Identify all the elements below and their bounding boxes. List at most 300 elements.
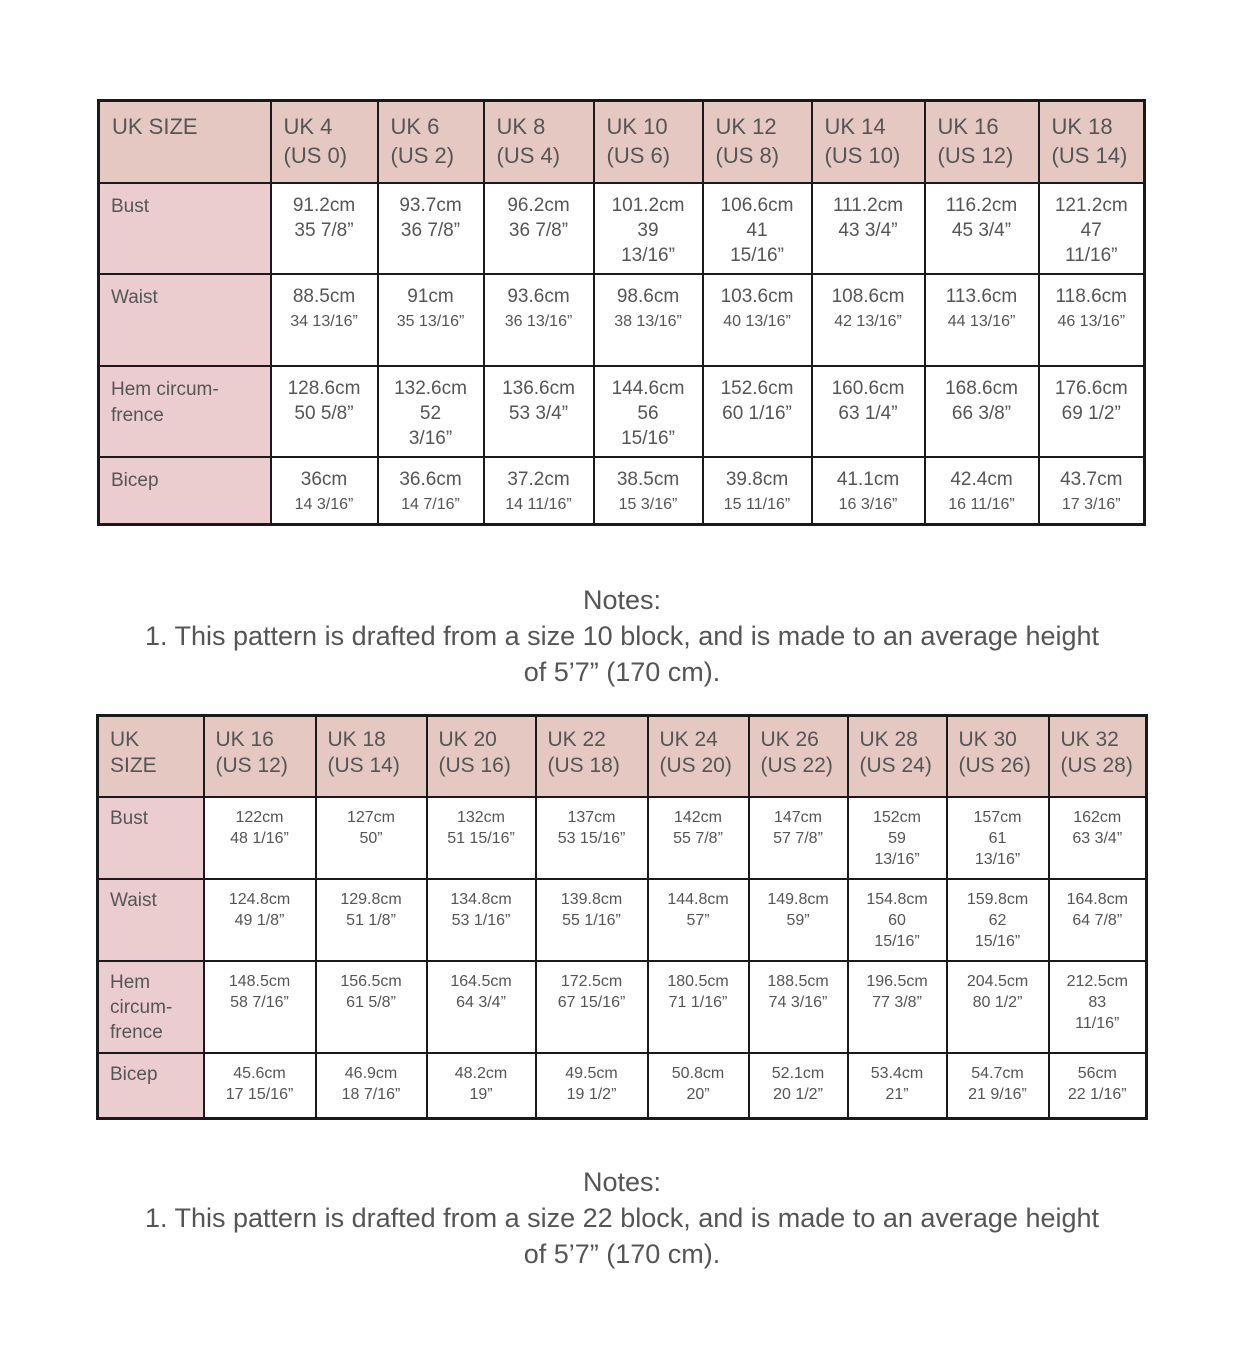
cm-value: 164.8cm	[1066, 890, 1128, 908]
inch-value: 67 15/16”	[557, 993, 626, 1011]
cm-value: 124.8cm	[228, 890, 291, 908]
inch-value: 36 7/8”	[508, 219, 569, 241]
cm-value: 103.6cm	[720, 285, 794, 307]
inch-value-cont: 11/16”	[1075, 1014, 1120, 1032]
cm-value: 162cm	[1073, 808, 1122, 826]
cm-value: 137cm	[567, 808, 616, 826]
uk-size: UK 16	[215, 728, 274, 751]
size-header-line: UK	[110, 728, 140, 751]
cm-value: 127cm	[346, 808, 396, 826]
inch-value: 14 11/16”	[505, 495, 572, 513]
inch-value: 19 1/2”	[566, 1085, 617, 1103]
measurement-cell	[648, 1053, 749, 1119]
us-size: (US 4)	[496, 143, 561, 168]
cm-value: 36.6cm	[399, 468, 462, 490]
cm-value: 93.6cm	[507, 285, 570, 307]
table-row-bicep	[99, 457, 1145, 525]
row-label	[98, 961, 204, 1053]
cm-value: 38.5cm	[616, 468, 680, 490]
us-size: (US 22)	[760, 754, 833, 777]
measurement-cell	[925, 366, 1039, 457]
cm-value: 42.4cm	[950, 468, 1013, 490]
size-column-header	[848, 716, 947, 797]
inch-value-cont: 15/16”	[874, 932, 920, 950]
cm-value: 91.2cm	[292, 194, 356, 216]
inch-value: 50 5/8”	[294, 402, 354, 424]
cm-value: 118.6cm	[1055, 285, 1127, 307]
inch-value: 57”	[686, 911, 710, 929]
size-header-line: SIZE	[110, 754, 157, 777]
size-chart-table-1	[97, 99, 1146, 526]
inch-value: 19”	[469, 1085, 493, 1103]
inch-value: 61 5/8”	[346, 993, 396, 1011]
notes-line: of 5’7” (170 cm).	[523, 1239, 721, 1269]
measurement-cell	[378, 457, 484, 525]
us-size: (US 20)	[659, 754, 732, 777]
table-row-bicep	[98, 1053, 1147, 1119]
inch-value: 64 7/8”	[1072, 911, 1123, 929]
cm-value: 52.1cm	[771, 1064, 825, 1082]
measurement-cell	[749, 797, 848, 879]
inch-value-cont: 13/16”	[621, 244, 675, 266]
measurement-cell	[648, 961, 749, 1053]
size-column-header	[749, 716, 848, 797]
measurement-cell	[594, 457, 703, 525]
uk-size: UK 18	[1051, 114, 1113, 139]
uk-size: UK 22	[547, 728, 606, 751]
measurement-cell	[848, 879, 947, 961]
inch-value: 15 3/16”	[618, 495, 678, 513]
cm-value: 106.6cm	[720, 194, 794, 216]
measurement-cell	[947, 961, 1049, 1053]
uk-size: UK 32	[1060, 728, 1119, 751]
notes-block-2	[100, 1164, 1144, 1272]
measurement-cell	[378, 274, 484, 366]
size-column-header	[427, 716, 536, 797]
us-size: (US 28)	[1060, 754, 1133, 777]
inch-value: 22 1/16”	[1067, 1085, 1127, 1103]
inch-value: 60 1/16”	[722, 402, 792, 424]
measurement-cell	[316, 879, 427, 961]
uk-size: UK 6	[390, 114, 440, 139]
inch-value: 49 1/8”	[234, 911, 285, 929]
cm-value: 96.2cm	[507, 194, 570, 216]
notes-heading: Notes:	[582, 1167, 662, 1197]
cm-value: 164.5cm	[450, 972, 512, 990]
measurement-cell	[925, 274, 1039, 366]
size-header-cell	[98, 716, 204, 797]
row-label	[98, 879, 204, 961]
notes-line: 1. This pattern is drafted from a size 10 block, and is made to an average height	[144, 621, 1100, 651]
us-size: (US 18)	[547, 754, 620, 777]
inch-value: 18 7/16”	[341, 1085, 401, 1103]
size-column-header	[378, 101, 484, 183]
cm-value: 53.4cm	[870, 1064, 924, 1082]
row-label-line: circum-	[110, 996, 173, 1018]
measurement-cell	[271, 366, 378, 457]
row-label-line: Waist	[110, 889, 157, 911]
measurement-cell	[812, 274, 925, 366]
size-column-header	[594, 101, 703, 183]
row-label-line: Bicep	[110, 1063, 158, 1085]
size-header-cell	[99, 101, 271, 183]
measurement-cell	[749, 879, 848, 961]
cm-value: 136.6cm	[502, 377, 575, 399]
inch-value: 80 1/2”	[972, 993, 1023, 1011]
row-label-line: Bust	[110, 807, 149, 829]
measurement-cell	[703, 183, 812, 274]
inch-value: 14 3/16”	[294, 495, 354, 513]
inch-value: 59”	[786, 911, 810, 929]
measurement-cell	[594, 183, 703, 274]
inch-value: 63 1/4”	[838, 402, 898, 424]
cm-value: 46.9cm	[344, 1064, 398, 1082]
row-label-line: frence	[111, 404, 164, 426]
us-size: (US 6)	[606, 143, 671, 168]
cm-value: 154.8cm	[866, 890, 928, 908]
inch-value: 83	[1088, 993, 1107, 1011]
row-label	[99, 366, 271, 457]
measurement-cell	[1049, 961, 1147, 1053]
inch-value: 15 11/16”	[723, 495, 791, 513]
inch-value: 62	[988, 911, 1007, 929]
inch-value: 16 11/16”	[948, 495, 1015, 513]
uk-size: UK 24	[659, 728, 718, 751]
inch-value: 71 1/16”	[668, 993, 728, 1011]
measurement-cell	[378, 366, 484, 457]
measurement-cell	[925, 457, 1039, 525]
table-row-bust	[99, 183, 1145, 274]
cm-value: 49.5cm	[565, 1064, 618, 1082]
cm-value: 122cm	[235, 808, 284, 826]
cm-value: 88.5cm	[292, 285, 356, 307]
cm-value: 212.5cm	[1066, 972, 1128, 990]
inch-value: 34 13/16”	[290, 312, 358, 330]
cm-value: 176.6cm	[1054, 377, 1128, 399]
measurement-cell	[594, 366, 703, 457]
measurement-cell	[925, 183, 1039, 274]
measurement-cell	[204, 879, 316, 961]
measurement-cell	[271, 457, 378, 525]
us-size: (US 26)	[958, 754, 1031, 777]
uk-size: UK 8	[496, 114, 546, 139]
cm-value: 168.6cm	[945, 377, 1018, 399]
inch-value: 14 7/16”	[401, 495, 460, 513]
measurement-cell	[1039, 366, 1145, 457]
measurement-cell	[536, 797, 648, 879]
notes-block-1	[100, 582, 1144, 690]
inch-value: 46 13/16”	[1057, 312, 1126, 330]
cm-value: 121.2cm	[1054, 194, 1128, 216]
inch-value: 47	[1080, 219, 1102, 241]
measurement-cell	[648, 879, 749, 961]
uk-size: UK 26	[760, 728, 819, 751]
inch-value: 55 1/16”	[562, 911, 621, 929]
inch-value: 21”	[885, 1085, 909, 1103]
cm-value: 142cm	[673, 808, 723, 826]
measurement-cell	[703, 457, 812, 525]
inch-value: 64 3/4”	[456, 993, 506, 1011]
row-label-line: Hem	[110, 971, 151, 993]
cm-value: 113.6cm	[945, 285, 1018, 307]
cm-value: 148.5cm	[228, 972, 291, 990]
cm-value: 132cm	[456, 808, 506, 826]
cm-value: 149.8cm	[767, 890, 829, 908]
cm-value: 50.8cm	[671, 1064, 725, 1082]
cm-value: 98.6cm	[616, 285, 680, 307]
cm-value: 204.5cm	[966, 972, 1029, 990]
measurement-cell	[316, 797, 427, 879]
inch-value-cont: 15/16”	[974, 932, 1021, 950]
measurement-cell	[1039, 457, 1145, 525]
cm-value: 152.6cm	[720, 377, 794, 399]
cm-value: 45.6cm	[233, 1064, 286, 1082]
measurement-cell	[484, 274, 594, 366]
cm-value: 132.6cm	[394, 377, 467, 399]
measurement-cell	[378, 183, 484, 274]
measurement-cell	[947, 797, 1049, 879]
table-row-waist	[98, 879, 1147, 961]
measurement-cell	[1049, 879, 1147, 961]
uk-size: UK 10	[606, 114, 668, 139]
notes-line: 1. This pattern is drafted from a size 22 block, and is made to an average height	[144, 1203, 1100, 1233]
uk-size: UK 4	[283, 114, 333, 139]
size-column-header	[812, 101, 925, 183]
cm-value: 128.6cm	[287, 377, 361, 399]
size-chart-table-2	[96, 714, 1148, 1120]
measurement-cell	[812, 366, 925, 457]
measurement-cell	[749, 961, 848, 1053]
row-label-line: Bicep	[111, 469, 159, 491]
inch-value: 20”	[686, 1085, 710, 1103]
cm-value: 93.7cm	[399, 194, 462, 216]
inch-value: 61	[988, 829, 1007, 847]
inch-value: 42 13/16”	[834, 312, 902, 330]
row-label	[99, 274, 271, 366]
cm-value: 116.2cm	[945, 194, 1018, 216]
us-size: (US 14)	[1051, 143, 1128, 168]
measurement-cell	[848, 1053, 947, 1119]
measurement-cell	[536, 879, 648, 961]
us-size: (US 12)	[937, 143, 1014, 168]
size-column-header	[648, 716, 749, 797]
cm-value: 134.8cm	[450, 890, 512, 908]
inch-value: 48 1/16”	[230, 829, 289, 847]
measurement-cell	[848, 797, 947, 879]
measurement-cell	[427, 1053, 536, 1119]
inch-value: 20 1/2”	[773, 1085, 823, 1103]
measurement-cell	[484, 183, 594, 274]
row-label-line: frence	[110, 1021, 163, 1043]
cm-value: 129.8cm	[340, 890, 402, 908]
measurement-cell	[484, 366, 594, 457]
uk-size: UK 14	[824, 114, 886, 139]
inch-value: 51 15/16”	[447, 829, 515, 847]
cm-value: 196.5cm	[866, 972, 928, 990]
us-size: (US 0)	[283, 143, 348, 168]
inch-value: 59	[888, 829, 906, 847]
size-column-header	[925, 101, 1039, 183]
row-label	[98, 797, 204, 879]
measurement-cell	[812, 183, 925, 274]
measurement-cell	[316, 961, 427, 1053]
cm-value: 54.7cm	[971, 1064, 1024, 1082]
inch-value: 66 3/8”	[951, 402, 1012, 424]
inch-value: 53 1/16”	[451, 911, 511, 929]
row-label-line: Hem circum-	[111, 378, 219, 400]
inch-value-cont: 3/16”	[408, 427, 453, 449]
inch-value-cont: 11/16”	[1065, 244, 1118, 266]
cm-value: 108.6cm	[831, 285, 905, 307]
row-label-line: Bust	[111, 195, 150, 217]
inch-value: 52	[419, 402, 442, 424]
size-column-header	[271, 101, 378, 183]
measurement-cell	[271, 183, 378, 274]
measurement-cell	[703, 274, 812, 366]
measurement-cell	[947, 879, 1049, 961]
inch-value: 21 9/16”	[968, 1085, 1027, 1103]
table-row-waist	[99, 274, 1145, 366]
inch-value-cont: 15/16”	[730, 244, 784, 266]
uk-size: UK 28	[859, 728, 918, 751]
cm-value: 139.8cm	[560, 890, 623, 908]
size-header: UK SIZE	[112, 114, 198, 139]
cm-value: 41.1cm	[836, 468, 900, 490]
uk-size: UK 12	[715, 114, 777, 139]
measurement-cell	[1049, 797, 1147, 879]
row-label	[99, 183, 271, 274]
inch-value: 56	[637, 402, 659, 424]
table-row-bust	[98, 797, 1147, 879]
us-size: (US 16)	[438, 754, 511, 777]
row-label	[99, 457, 271, 525]
inch-value: 16 3/16”	[838, 495, 898, 513]
inch-value: 57 7/8”	[773, 829, 823, 847]
size-column-header	[316, 716, 427, 797]
measurement-cell	[427, 961, 536, 1053]
inch-value: 41	[746, 219, 768, 241]
measurement-cell	[848, 961, 947, 1053]
measurement-cell	[484, 457, 594, 525]
inch-value: 55 7/8”	[673, 829, 723, 847]
measurement-cell	[1039, 274, 1145, 366]
cm-value: 111.2cm	[832, 194, 904, 216]
inch-value: 69 1/2”	[1061, 402, 1121, 424]
table-row-hem	[98, 961, 1147, 1053]
inch-value-cont: 13/16”	[874, 850, 920, 868]
size-column-header	[484, 101, 594, 183]
measurement-cell	[1049, 1053, 1147, 1119]
inch-value: 39	[637, 219, 659, 241]
notes-heading: Notes:	[582, 585, 662, 615]
size-column-header	[703, 101, 812, 183]
table-row-hem	[99, 366, 1145, 457]
inch-value: 35 7/8”	[294, 219, 354, 241]
cm-value: 188.5cm	[767, 972, 829, 990]
measurement-cell	[271, 274, 378, 366]
size-column-header	[204, 716, 316, 797]
inch-value: 17 3/16”	[1061, 495, 1121, 513]
us-size: (US 2)	[390, 143, 455, 168]
measurement-cell	[427, 797, 536, 879]
cm-value: 152cm	[872, 808, 922, 826]
inch-value: 74 3/16”	[768, 993, 828, 1011]
cm-value: 157cm	[973, 808, 1022, 826]
inch-value: 77 3/8”	[872, 993, 922, 1011]
us-size: (US 24)	[859, 754, 932, 777]
inch-value: 53 15/16”	[557, 829, 626, 847]
cm-value: 144.8cm	[667, 890, 729, 908]
cm-value: 36cm	[300, 468, 348, 490]
measurement-cell	[427, 879, 536, 961]
size-column-header	[536, 716, 648, 797]
inch-value: 60	[888, 911, 906, 929]
cm-value: 43.7cm	[1060, 468, 1123, 490]
inch-value: 45 3/4”	[951, 219, 1012, 241]
us-size: (US 10)	[824, 143, 901, 168]
measurement-cell	[316, 1053, 427, 1119]
measurement-cell	[812, 457, 925, 525]
inch-value: 40 13/16”	[723, 312, 791, 330]
uk-size: UK 20	[438, 728, 497, 751]
cm-value: 37.2cm	[507, 468, 570, 490]
cm-value: 147cm	[773, 808, 823, 826]
us-size: (US 14)	[327, 754, 400, 777]
inch-value: 17 15/16”	[225, 1085, 294, 1103]
cm-value: 172.5cm	[560, 972, 623, 990]
cm-value: 39.8cm	[725, 468, 789, 490]
us-size: (US 8)	[715, 143, 780, 168]
row-label	[98, 1053, 204, 1119]
measurement-cell	[536, 1053, 648, 1119]
size-column-header	[1039, 101, 1145, 183]
cm-value: 156.5cm	[340, 972, 402, 990]
measurement-cell	[703, 366, 812, 457]
cm-value: 91cm	[407, 285, 454, 307]
cm-value: 159.8cm	[966, 890, 1029, 908]
inch-value: 53 3/4”	[508, 402, 569, 424]
cm-value: 101.2cm	[611, 194, 685, 216]
measurement-cell	[536, 961, 648, 1053]
measurement-cell	[1039, 183, 1145, 274]
inch-value-cont: 13/16”	[974, 850, 1021, 868]
inch-value: 43 3/4”	[838, 219, 898, 241]
inch-value: 36 13/16”	[504, 312, 573, 330]
inch-value: 38 13/16”	[614, 312, 682, 330]
cm-value: 180.5cm	[667, 972, 729, 990]
measurement-cell	[947, 1053, 1049, 1119]
measurement-cell	[204, 797, 316, 879]
size-column-header	[947, 716, 1049, 797]
inch-value: 50”	[359, 829, 383, 847]
uk-size: UK 16	[937, 114, 999, 139]
size-column-header	[1049, 716, 1147, 797]
measurement-cell	[594, 274, 703, 366]
measurement-cell	[648, 797, 749, 879]
inch-value: 35 13/16”	[396, 312, 465, 330]
inch-value-cont: 15/16”	[621, 427, 675, 449]
cm-value: 56cm	[1077, 1064, 1117, 1082]
inch-value: 63 3/4”	[1072, 829, 1123, 847]
cm-value: 144.6cm	[611, 377, 685, 399]
inch-value: 36 7/8”	[400, 219, 461, 241]
row-label-line: Waist	[111, 286, 158, 308]
inch-value: 51 1/8”	[346, 911, 396, 929]
cm-value: 160.6cm	[831, 377, 905, 399]
uk-size: UK 18	[327, 728, 386, 751]
us-size: (US 12)	[215, 754, 288, 777]
measurement-cell	[749, 1053, 848, 1119]
